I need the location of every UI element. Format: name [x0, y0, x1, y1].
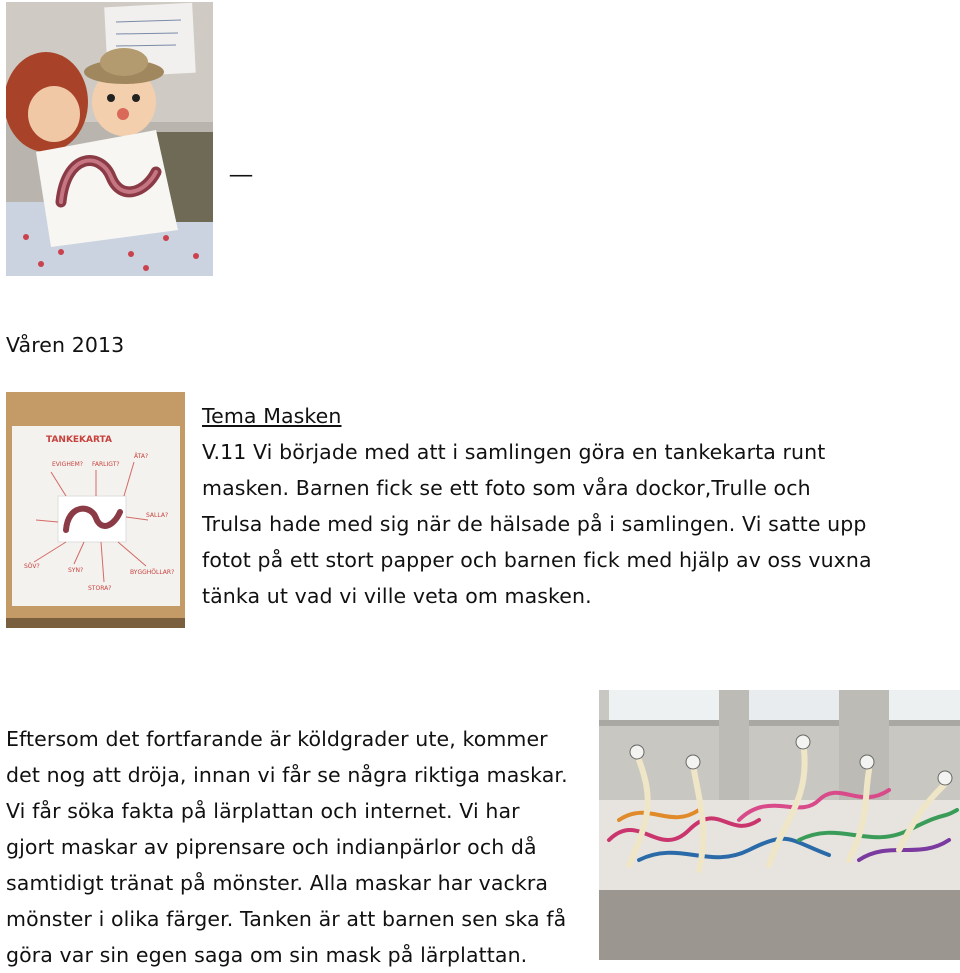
- doll-suitcase-photo-icon: [6, 2, 213, 276]
- section2-line-2: det nog att dröja, innan vi får se några riktiga maskar.: [6, 763, 568, 787]
- season-label: Våren 2013: [6, 333, 125, 357]
- mindmap-poster-photo: [6, 392, 185, 628]
- mindmap-word-7: BYGGHÖLLAR?: [130, 569, 175, 576]
- mindmap-word-4: SALLA?: [146, 512, 169, 519]
- section2-line-6: mönster i olika färger. Tanken är att barnen sen ska få: [6, 907, 567, 931]
- intro-line-4: fotot på ett stort papper och barnen fick med hjälp av oss vuxna: [202, 548, 872, 572]
- section2-line-1: Eftersom det fortfarande är köldgrader ute, kommer: [6, 727, 548, 751]
- mindmap-word-5: SÖV?: [24, 563, 40, 570]
- intro-heading: Tema Masken: [202, 404, 342, 428]
- section2-line-4: gjort maskar av piprensare och indianpärlor och då: [6, 835, 537, 859]
- doll-suitcase-photo: [6, 2, 213, 276]
- mindmap-poster-icon: [6, 392, 185, 628]
- section2-line-5: samtidigt tränat på mönster. Alla maskar har vackra: [6, 871, 549, 895]
- section2-line-7: göra var sin egen saga om sin mask på lärplattan.: [6, 943, 528, 967]
- intro-line-5: tänka ut vad vi ville veta om masken.: [202, 584, 592, 608]
- mindmap-word-2: FARLIGT?: [92, 461, 120, 468]
- mindmap-title: TANKEKARTA: [46, 435, 112, 445]
- mindmap-word-8: STORA?: [88, 585, 112, 592]
- intro-line-1: V.11 Vi började med att i samlingen göra en tankekarta runt: [202, 440, 826, 464]
- section2-text-block: [6, 721, 568, 973]
- intro-text-block: [202, 398, 872, 614]
- mindmap-word-6: SYN?: [68, 567, 84, 574]
- intro-line-3: Trulsa hade med sig när de hälsade på i samlingen. Vi satte upp: [202, 512, 867, 536]
- mindmap-word-1: EVIGHEM?: [52, 461, 83, 468]
- pipecleaner-worms-photo: [599, 690, 960, 960]
- intro-line-2: masken. Barnen fick se ett foto som våra dockor,Trulle och: [202, 476, 811, 500]
- pipecleaner-worms-icon: [599, 690, 960, 960]
- section2-line-3: Vi får söka fakta på lärplattan och internet. Vi har: [6, 799, 520, 823]
- header-dash: __: [230, 152, 252, 177]
- mindmap-word-3: ÄTA?: [134, 453, 149, 460]
